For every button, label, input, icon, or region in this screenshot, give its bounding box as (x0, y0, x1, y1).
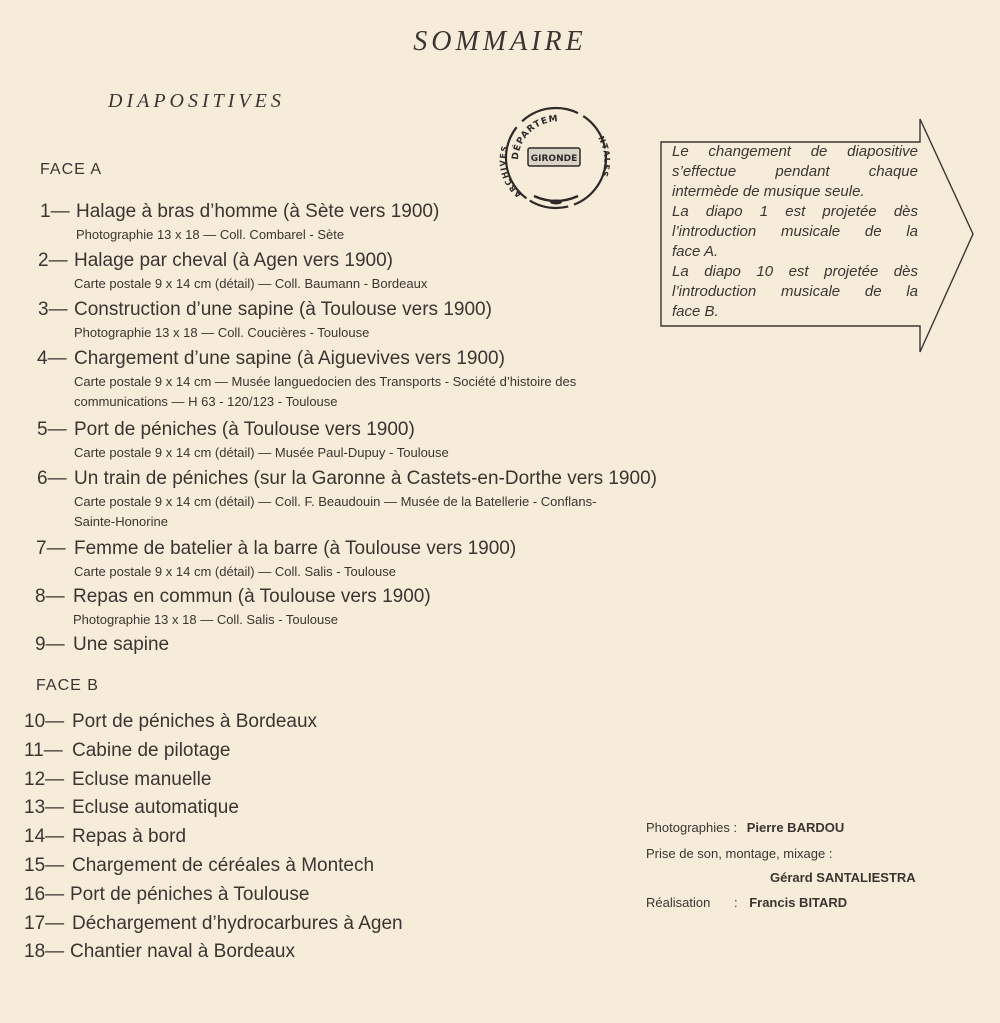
credit-name: Francis BITARD (749, 895, 848, 910)
item-detail: Carte postale 9 x 14 cm — Musée languedocien des Transports - Société d’histoire des (74, 374, 577, 389)
item-number: 14— (24, 826, 65, 847)
note-line: s’effectue pendant chaque (672, 163, 918, 180)
item-number: 4— (37, 348, 67, 369)
item-detail: Carte postale 9 x 14 cm (détail) — Coll. Salis - Toulouse (74, 564, 397, 579)
list-item (40, 201, 439, 245)
item-title: Port de péniches à Bordeaux (72, 711, 318, 732)
item-detail: Carte postale 9 x 14 cm (détail) — Coll. Baumann - Bordeaux (74, 276, 428, 291)
stamp-top-text: DÉPARTEM (510, 114, 560, 161)
item-title: Halage à bras d’homme (à Sète vers 1900) (76, 201, 440, 222)
item-detail: Photographie 13 x 18 — Coll. Salis - Toulouse (73, 612, 338, 627)
item-number: 1— (40, 201, 70, 222)
item-number: 16— (24, 884, 65, 905)
list-item (24, 826, 186, 848)
note-line: La diapo 1 est projetée dès (672, 203, 918, 220)
item-title: Déchargement d’hydrocarbures à Agen (72, 913, 403, 934)
list-item (24, 884, 309, 906)
item-title: Cabine de pilotage (72, 740, 231, 761)
stamp-center-text: GIRONDE (530, 154, 578, 164)
list-item (24, 740, 230, 762)
credit-name: Pierre BARDOU (746, 820, 845, 835)
list-item (37, 348, 576, 412)
item-number: 12— (24, 769, 65, 790)
item-detail: communications — H 63 - 120/123 - Toulouse (74, 394, 338, 409)
list-item (24, 711, 317, 733)
list-item (37, 468, 657, 532)
archive-stamp (498, 98, 614, 216)
svg-text:NTALES (596, 135, 611, 179)
item-number: 17— (24, 913, 65, 934)
item-title: Port de péniches (à Toulouse vers 1900) (74, 419, 415, 440)
item-number: 15— (24, 855, 65, 876)
item-detail: Carte postale 9 x 14 cm (détail) — Musée Paul-Dupuy - Toulouse (74, 445, 449, 460)
note-line: intermède de musique seule. (672, 183, 865, 200)
credit-label: Photographies : (646, 820, 738, 835)
list-item (38, 250, 427, 294)
item-detail: Photographie 13 x 18 — Coll. Combarel - Sète (76, 227, 345, 242)
list-item (37, 419, 449, 463)
item-number: 18— (24, 941, 65, 962)
item-number: 13— (24, 797, 65, 818)
list-item (24, 855, 374, 877)
item-number: 2— (38, 250, 68, 271)
item-detail: Sainte-Honorine (74, 514, 168, 529)
note-line: l’introduction musicale de la (672, 283, 918, 300)
note-line: face B. (672, 303, 719, 320)
list-item (35, 634, 169, 656)
item-detail: Carte postale 9 x 14 cm (détail) — Coll. F. Beaudouin — Musée de la Batellerie - Conflans- (74, 494, 597, 509)
item-number: 5— (37, 419, 67, 440)
item-title: Halage par cheval (à Agen vers 1900) (74, 250, 393, 271)
list-item (24, 941, 295, 963)
item-number: 6— (37, 468, 67, 489)
item-detail: Photographie 13 x 18 — Coll. Coucières - Toulouse (74, 325, 370, 340)
item-title: Port de péniches à Toulouse (70, 884, 310, 905)
page-subtitle: DIAPOSITIVES (108, 90, 285, 112)
item-title: Une sapine (73, 634, 170, 655)
item-title: Chargement de céréales à Montech (72, 855, 375, 876)
item-title: Un train de péniches (sur la Garonne à Castets-en-Dorthe vers 1900) (74, 468, 657, 489)
item-number: 3— (38, 299, 68, 320)
item-number: 11— (24, 740, 63, 761)
item-number: 8— (35, 586, 65, 607)
item-number: 7— (36, 538, 66, 559)
list-item (38, 299, 492, 343)
list-item (36, 538, 516, 582)
credit-colon: : (733, 895, 738, 910)
item-number: 9— (35, 634, 65, 655)
item-title: Repas en commun (à Toulouse vers 1900) (73, 586, 431, 607)
list-item (35, 586, 431, 630)
note-text (672, 142, 918, 322)
item-title: Repas à bord (72, 826, 187, 847)
stamp-left-text: ARCHIVES (498, 144, 524, 200)
face-a-heading: FACE A (40, 161, 103, 178)
note-line: La diapo 10 est projetée dès (672, 263, 918, 280)
list-item (24, 797, 239, 819)
face-b-heading: FACE B (36, 677, 99, 694)
page-title: SOMMAIRE (413, 26, 587, 57)
list-item (24, 913, 403, 935)
item-title: Chantier naval à Bordeaux (70, 941, 295, 962)
list-item (24, 769, 211, 791)
item-number: 10— (24, 711, 65, 732)
item-title: Femme de batelier à la barre (à Toulouse vers 1900) (74, 538, 517, 559)
credit-label: Réalisation (646, 895, 711, 910)
stamp-right-text: NTALES (596, 134, 612, 179)
item-title: Ecluse automatique (72, 797, 239, 818)
item-title: Chargement d’une sapine (à Aiguevives vers 1900) (74, 348, 505, 369)
credit-label: Prise de son, montage, mixage : (646, 846, 833, 861)
note-line: Le changement de diapositive (672, 143, 918, 160)
note-line: face A. (672, 243, 719, 260)
item-title: Ecluse manuelle (72, 769, 212, 790)
item-title: Construction d’une sapine (à Toulouse vers 1900) (74, 299, 492, 320)
note-line: l’introduction musicale de la (672, 223, 918, 240)
credit-name: Gérard SANTALIESTRA (770, 870, 916, 885)
